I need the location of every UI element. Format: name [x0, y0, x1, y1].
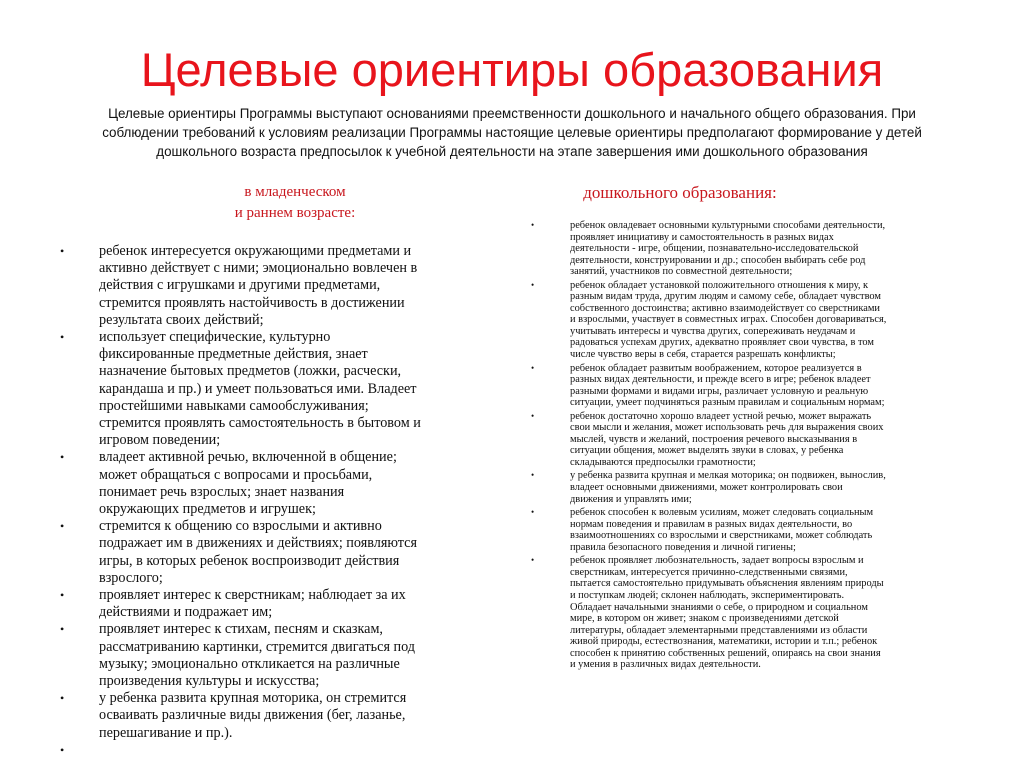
right-item-line: разных видах деятельности, и прежде всего в игре; ребенок владеет	[570, 374, 871, 386]
right-list-item	[531, 411, 971, 469]
right-item-line: свои мысли и желания, может использовать речь для выражения своих	[570, 422, 884, 434]
right-item-line: ребенок обладает установкой положительного отношения к миру, к	[570, 279, 869, 291]
right-item-line: занятий, участников по совместной деятельности;	[570, 266, 793, 278]
bullet-icon: •	[60, 519, 65, 534]
bullet-icon: •	[60, 330, 65, 345]
right-item-line: сверстникам, интересуется причинно-следственными связями,	[570, 566, 848, 578]
left-item-line: проявляет интерес к сверстникам; наблюдает за их	[99, 587, 406, 604]
right-item-line: взаимоотношениях со взрослыми и сверстниками, может соблюдать	[570, 530, 873, 542]
left-item-line: действиями и подражает им;	[99, 604, 273, 621]
right-bullet-list	[531, 220, 971, 673]
left-item-line: результата своих действий;	[99, 311, 264, 328]
left-item-line: осваивать различные виды движения (бег, лазанье,	[99, 707, 406, 724]
left-item-line: взрослого;	[99, 569, 163, 586]
bullet-icon: •	[531, 410, 535, 421]
left-bullet-list	[60, 243, 488, 756]
bullet-icon: •	[60, 691, 65, 706]
right-item-line: радоваться успехам других, адекватно проявляет свои чувства, в том	[570, 337, 874, 349]
right-item-line: ребенок достаточно хорошо владеет устной речью, может выражать	[570, 410, 872, 422]
left-item-line: подражает им в движениях и действиях; появляются	[99, 535, 417, 552]
right-item-line: и взрослыми, участвует в совместных играх. Способен договариваться,	[570, 314, 887, 326]
left-item-line: может обращаться с вопросами и просьбами,	[99, 466, 373, 483]
right-item-line: ребенок обладает развитым воображением, которое реализуется в	[570, 362, 862, 374]
bullet-icon: •	[60, 742, 65, 757]
left-item-line: стремится к общению со взрослыми и активно	[99, 518, 382, 535]
bullet-icon: •	[60, 450, 65, 465]
left-item-line: действия с игрушками и другими предметами,	[99, 277, 381, 294]
left-item-line: проявляет интерес к стихам, песням и сказкам,	[99, 621, 383, 638]
right-item-line: нормам поведения и правилам в разных видах деятельности, во	[570, 518, 853, 530]
left-list-item	[60, 690, 488, 742]
subtitle-line: Целевые ориентиры Программы выступают основаниями преемственности дошкольного и начального общего образования. При	[108, 106, 916, 121]
right-item-line: владеет основными движениями, может контролировать свои	[570, 482, 843, 494]
left-item-line: музыку; эмоционально откликается на различные	[99, 655, 400, 672]
left-item-line: стремится проявлять самостоятельность в бытовом и	[99, 415, 421, 432]
left-item-line: назначение бытовых предметов (ложки, расчески,	[99, 363, 402, 380]
right-item-line: пытается самостоятельно придумывать объяснения явлениям природы	[570, 578, 884, 590]
right-item-line: складываются предпосылки грамотности;	[570, 456, 756, 468]
left-list-item	[60, 329, 488, 449]
left-item-line: активно действует с ними; эмоционально вовлечен в	[99, 260, 418, 277]
left-item-line: рассматриванию картинки, стремится двигаться под	[99, 638, 416, 655]
right-item-line: числе чувство веры в себя, старается разрешать конфликты;	[570, 349, 836, 361]
left-list-item	[60, 742, 488, 756]
left-heading-line: и раннем возрасте:	[234, 205, 356, 221]
right-item-line: у ребенка развита крупная и мелкая моторика; он подвижен, вынослив,	[570, 470, 886, 482]
left-item-line: понимает речь взрослых; знает названия	[99, 483, 345, 500]
right-item-line: ребенок проявляет любознательность, задает вопросы взрослым и	[570, 555, 864, 567]
right-item-line: литературы, обладает элементарными представлениями из области	[570, 624, 868, 636]
right-list-item	[531, 220, 971, 278]
right-item-line: правила безопасного поведения и личной гигиены;	[570, 541, 796, 553]
left-item-line: простейшими навыками самообслуживания;	[99, 397, 369, 414]
right-column-heading: дошкольного образования:	[583, 183, 777, 202]
bullet-icon: •	[531, 470, 535, 481]
right-item-line: разными формами и видами игры, различает условную и реальную	[570, 385, 869, 397]
left-item-line: использует специфические, культурно	[99, 329, 331, 346]
left-item-line: окружающих предметов и игрушек;	[99, 501, 316, 518]
right-list-item	[531, 280, 971, 361]
left-item-line: произведения культуры и искусства;	[99, 673, 320, 690]
bullet-icon: •	[60, 622, 65, 637]
right-item-line: проявляет инициативу и самостоятельность в разных видах	[570, 231, 834, 243]
right-item-line: и поступкам людей; склонен наблюдать, экспериментировать.	[570, 589, 845, 601]
left-item-line: перешагивание и пр.).	[99, 724, 233, 741]
right-item-line: живой природы, естествознания, математики, истории и т.п.; ребенок	[570, 636, 878, 648]
left-list-item	[60, 243, 488, 329]
left-item-line: стремится проявлять настойчивость в достижении	[99, 294, 405, 311]
bullet-icon: •	[60, 588, 65, 603]
right-item-line: деятельности - игре, общении, познавательно-исследовательской	[570, 243, 859, 255]
bullet-icon: •	[60, 244, 65, 258]
right-item-line: разным видам труда, другим людям и самому себе, обладает чувством	[570, 291, 881, 303]
right-list-item	[531, 555, 971, 670]
right-item-line: деятельности, конструировании и др.; способен выбирать себе род	[570, 254, 866, 266]
right-list-item	[531, 507, 971, 553]
subtitle-line: соблюдении требований к условиям реализации Программы настоящие целевые ориентиры предполагают формирование у детей	[102, 125, 922, 140]
left-list-item	[60, 449, 488, 518]
right-item-line: движения и управлять ими;	[570, 493, 692, 505]
bullet-icon: •	[531, 279, 535, 290]
left-item-line: ребенок интересуется окружающими предметами и	[99, 243, 412, 259]
bullet-icon: •	[531, 555, 535, 566]
right-list-item	[531, 363, 971, 409]
right-item-line: ситуации общения, может выделять звуки в словах, у ребенка	[570, 445, 844, 457]
bullet-icon: •	[531, 507, 535, 518]
left-list-item	[60, 587, 488, 621]
left-heading-line: в младенческом	[244, 184, 346, 200]
right-item-line: учитывать интересы и чувства других, сопереживать неудачам и	[570, 325, 856, 337]
bullet-icon: •	[531, 220, 535, 230]
left-item-line: игры, в которых ребенок воспроизводит действия	[99, 552, 400, 569]
right-item-line: собственного достоинства; активно взаимодействует со сверстниками	[570, 302, 880, 314]
subtitle	[60, 104, 964, 161]
right-item-line: Обладает начальными знаниями о себе, о природном и социальном	[570, 601, 868, 613]
left-item-line	[99, 742, 488, 756]
right-list-item	[531, 470, 971, 505]
right-item-line: способен к принятию собственных решений, опираясь на свои знания	[570, 647, 881, 659]
subtitle-line: дошкольного возраста предпосылок к учебной деятельности на этапе завершения ими дошкольного образования	[156, 144, 868, 159]
right-item-line: мыслей, чувств и желаний, построения речевого высказывания в	[570, 433, 858, 445]
right-item-line: ребенок способен к волевым усилиям, может следовать социальным	[570, 507, 874, 519]
right-item-line: ребенок овладевает основными культурными способами деятельности,	[570, 220, 886, 231]
left-list-item	[60, 621, 488, 690]
right-item-line: мире, в котором он живет; знаком с произведениями детской	[570, 613, 839, 625]
left-item-line: фиксированные предметные действия, знает	[99, 346, 368, 363]
left-list-item	[60, 518, 488, 587]
slide-title: Целевые ориентиры образования	[140, 43, 884, 96]
bullet-icon: •	[531, 362, 535, 373]
left-item-line: владеет активной речью, включенной в общение;	[99, 449, 397, 466]
left-column-heading	[160, 182, 430, 224]
left-item-line: у ребенка развита крупная моторика, он стремится	[99, 690, 407, 707]
right-item-line: и умения в различных видах деятельности.	[570, 659, 761, 671]
left-item-line: игровом поведении;	[99, 432, 221, 449]
right-item-line: ситуации, умеет подчиняться разным правилам и социальным нормам;	[570, 397, 885, 409]
left-item-line: карандаша и пр.) и умеет пользоваться ими. Владеет	[99, 380, 417, 397]
